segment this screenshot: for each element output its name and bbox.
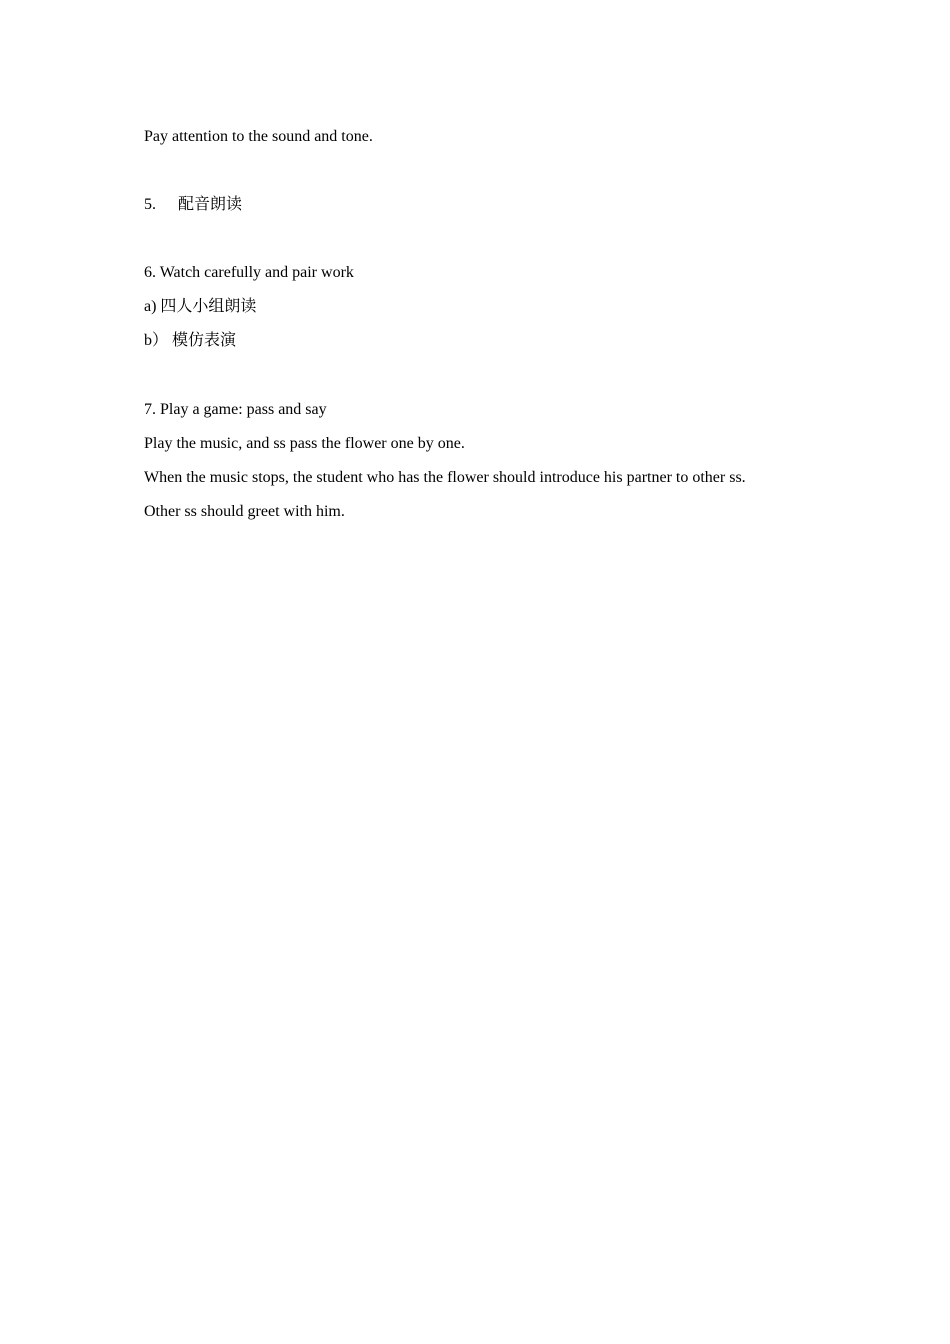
item-7-line-3: Other ss should greet with him.	[144, 503, 345, 520]
pay-attention-line: Pay attention to the sound and tone.	[144, 128, 373, 145]
item-6-a: a) 四人小组朗读	[144, 298, 257, 315]
item-7-line-1: Play the music, and ss pass the flower one by one.	[144, 435, 465, 452]
item-7-heading: 7. Play a game: pass and say	[144, 401, 327, 418]
item-6-b: b） 模仿表演	[144, 332, 237, 349]
item-5-line	[144, 195, 242, 215]
item-6-heading: 6. Watch carefully and pair work	[144, 264, 354, 281]
item-7-line-2: When the music stops, the student who has the flower should introduce his partner to other ss.	[144, 469, 746, 486]
item-5-text: 配音朗读	[178, 196, 243, 213]
item-5-number: 5.	[144, 196, 156, 213]
